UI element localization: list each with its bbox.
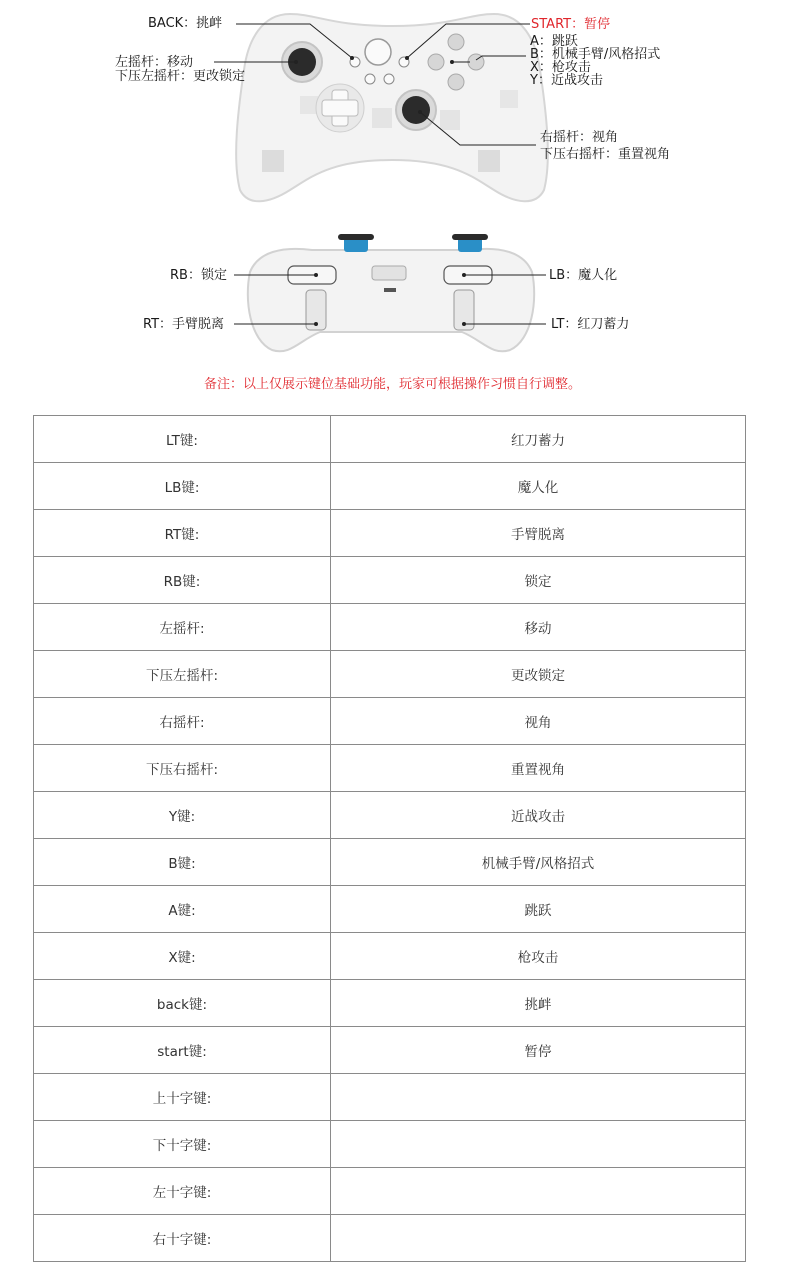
action-cell: 重置视角 — [331, 745, 746, 792]
label-left-stick-press: 下压左摇杆：更改锁定 — [115, 69, 246, 84]
action-cell: 跳跃 — [331, 886, 746, 933]
key-cell: start键: — [34, 1027, 331, 1074]
table-row — [34, 980, 746, 1027]
table-row — [34, 745, 746, 792]
label-x: X：枪攻击 — [530, 60, 591, 75]
key-cell: LB键: — [34, 463, 331, 510]
label-b: B：机械手臂/风格招式 — [530, 47, 661, 62]
key-cell: X键: — [34, 933, 331, 980]
action-cell: 机械手臂/风格招式 — [331, 839, 746, 886]
controller-diagram — [0, 0, 785, 400]
table-row — [34, 463, 746, 510]
action-cell: 手臂脱离 — [331, 510, 746, 557]
action-cell: 挑衅 — [331, 980, 746, 1027]
table-row — [34, 416, 746, 463]
label-lb: LB：魔人化 — [549, 268, 618, 283]
table-row — [34, 792, 746, 839]
action-cell — [331, 1215, 746, 1262]
action-cell — [331, 1121, 746, 1168]
label-start: START：暂停 — [531, 17, 611, 32]
key-cell: RB键: — [34, 557, 331, 604]
key-cell: LT键: — [34, 416, 331, 463]
table-row — [34, 1168, 746, 1215]
label-rt: RT：手臂脱离 — [143, 317, 225, 332]
key-cell: 右十字键: — [34, 1215, 331, 1262]
key-cell: RT键: — [34, 510, 331, 557]
key-cell: 下压左摇杆: — [34, 651, 331, 698]
key-cell: 下压右摇杆: — [34, 745, 331, 792]
table-row — [34, 1121, 746, 1168]
action-cell: 暂停 — [331, 1027, 746, 1074]
table-row — [34, 698, 746, 745]
table-row — [34, 557, 746, 604]
key-cell: back键: — [34, 980, 331, 1027]
label-left-stick: 左摇杆：移动 — [115, 55, 194, 70]
label-right-stick-press: 下压右摇杆：重置视角 — [540, 147, 671, 162]
label-y: Y：近战攻击 — [530, 73, 603, 88]
key-mapping-table — [33, 415, 746, 1262]
action-cell — [331, 1074, 746, 1121]
table-row — [34, 1215, 746, 1262]
key-cell: 左摇杆: — [34, 604, 331, 651]
action-cell: 红刀蓄力 — [331, 416, 746, 463]
key-cell: A键: — [34, 886, 331, 933]
key-cell: Y键: — [34, 792, 331, 839]
action-cell: 移动 — [331, 604, 746, 651]
action-cell: 近战攻击 — [331, 792, 746, 839]
key-cell: 右摇杆: — [34, 698, 331, 745]
note-text: 备注：以上仅展示键位基础功能，玩家可根据操作习惯自行调整。 — [203, 377, 581, 392]
table-row — [34, 651, 746, 698]
controller-front-view — [214, 14, 548, 201]
controller-top-view — [234, 234, 546, 351]
table-row — [34, 1027, 746, 1074]
label-rb: RB：锁定 — [170, 268, 227, 283]
table-row — [34, 886, 746, 933]
key-cell: B键: — [34, 839, 331, 886]
key-cell: 下十字键: — [34, 1121, 331, 1168]
label-a: A：跳跃 — [530, 34, 578, 49]
table-row — [34, 933, 746, 980]
action-cell — [331, 1168, 746, 1215]
label-back: BACK：挑衅 — [148, 16, 223, 31]
label-lt: LT：红刀蓄力 — [551, 317, 630, 332]
dpad — [316, 84, 364, 132]
table-row — [34, 1074, 746, 1121]
action-cell: 视角 — [331, 698, 746, 745]
key-cell: 左十字键: — [34, 1168, 331, 1215]
label-right-stick: 右摇杆：视角 — [540, 130, 619, 145]
action-cell: 魔人化 — [331, 463, 746, 510]
key-cell: 上十字键: — [34, 1074, 331, 1121]
table-row — [34, 839, 746, 886]
home-logo — [365, 39, 391, 65]
action-cell: 锁定 — [331, 557, 746, 604]
table-row — [34, 604, 746, 651]
action-cell: 更改锁定 — [331, 651, 746, 698]
action-cell: 枪攻击 — [331, 933, 746, 980]
table-row — [34, 510, 746, 557]
